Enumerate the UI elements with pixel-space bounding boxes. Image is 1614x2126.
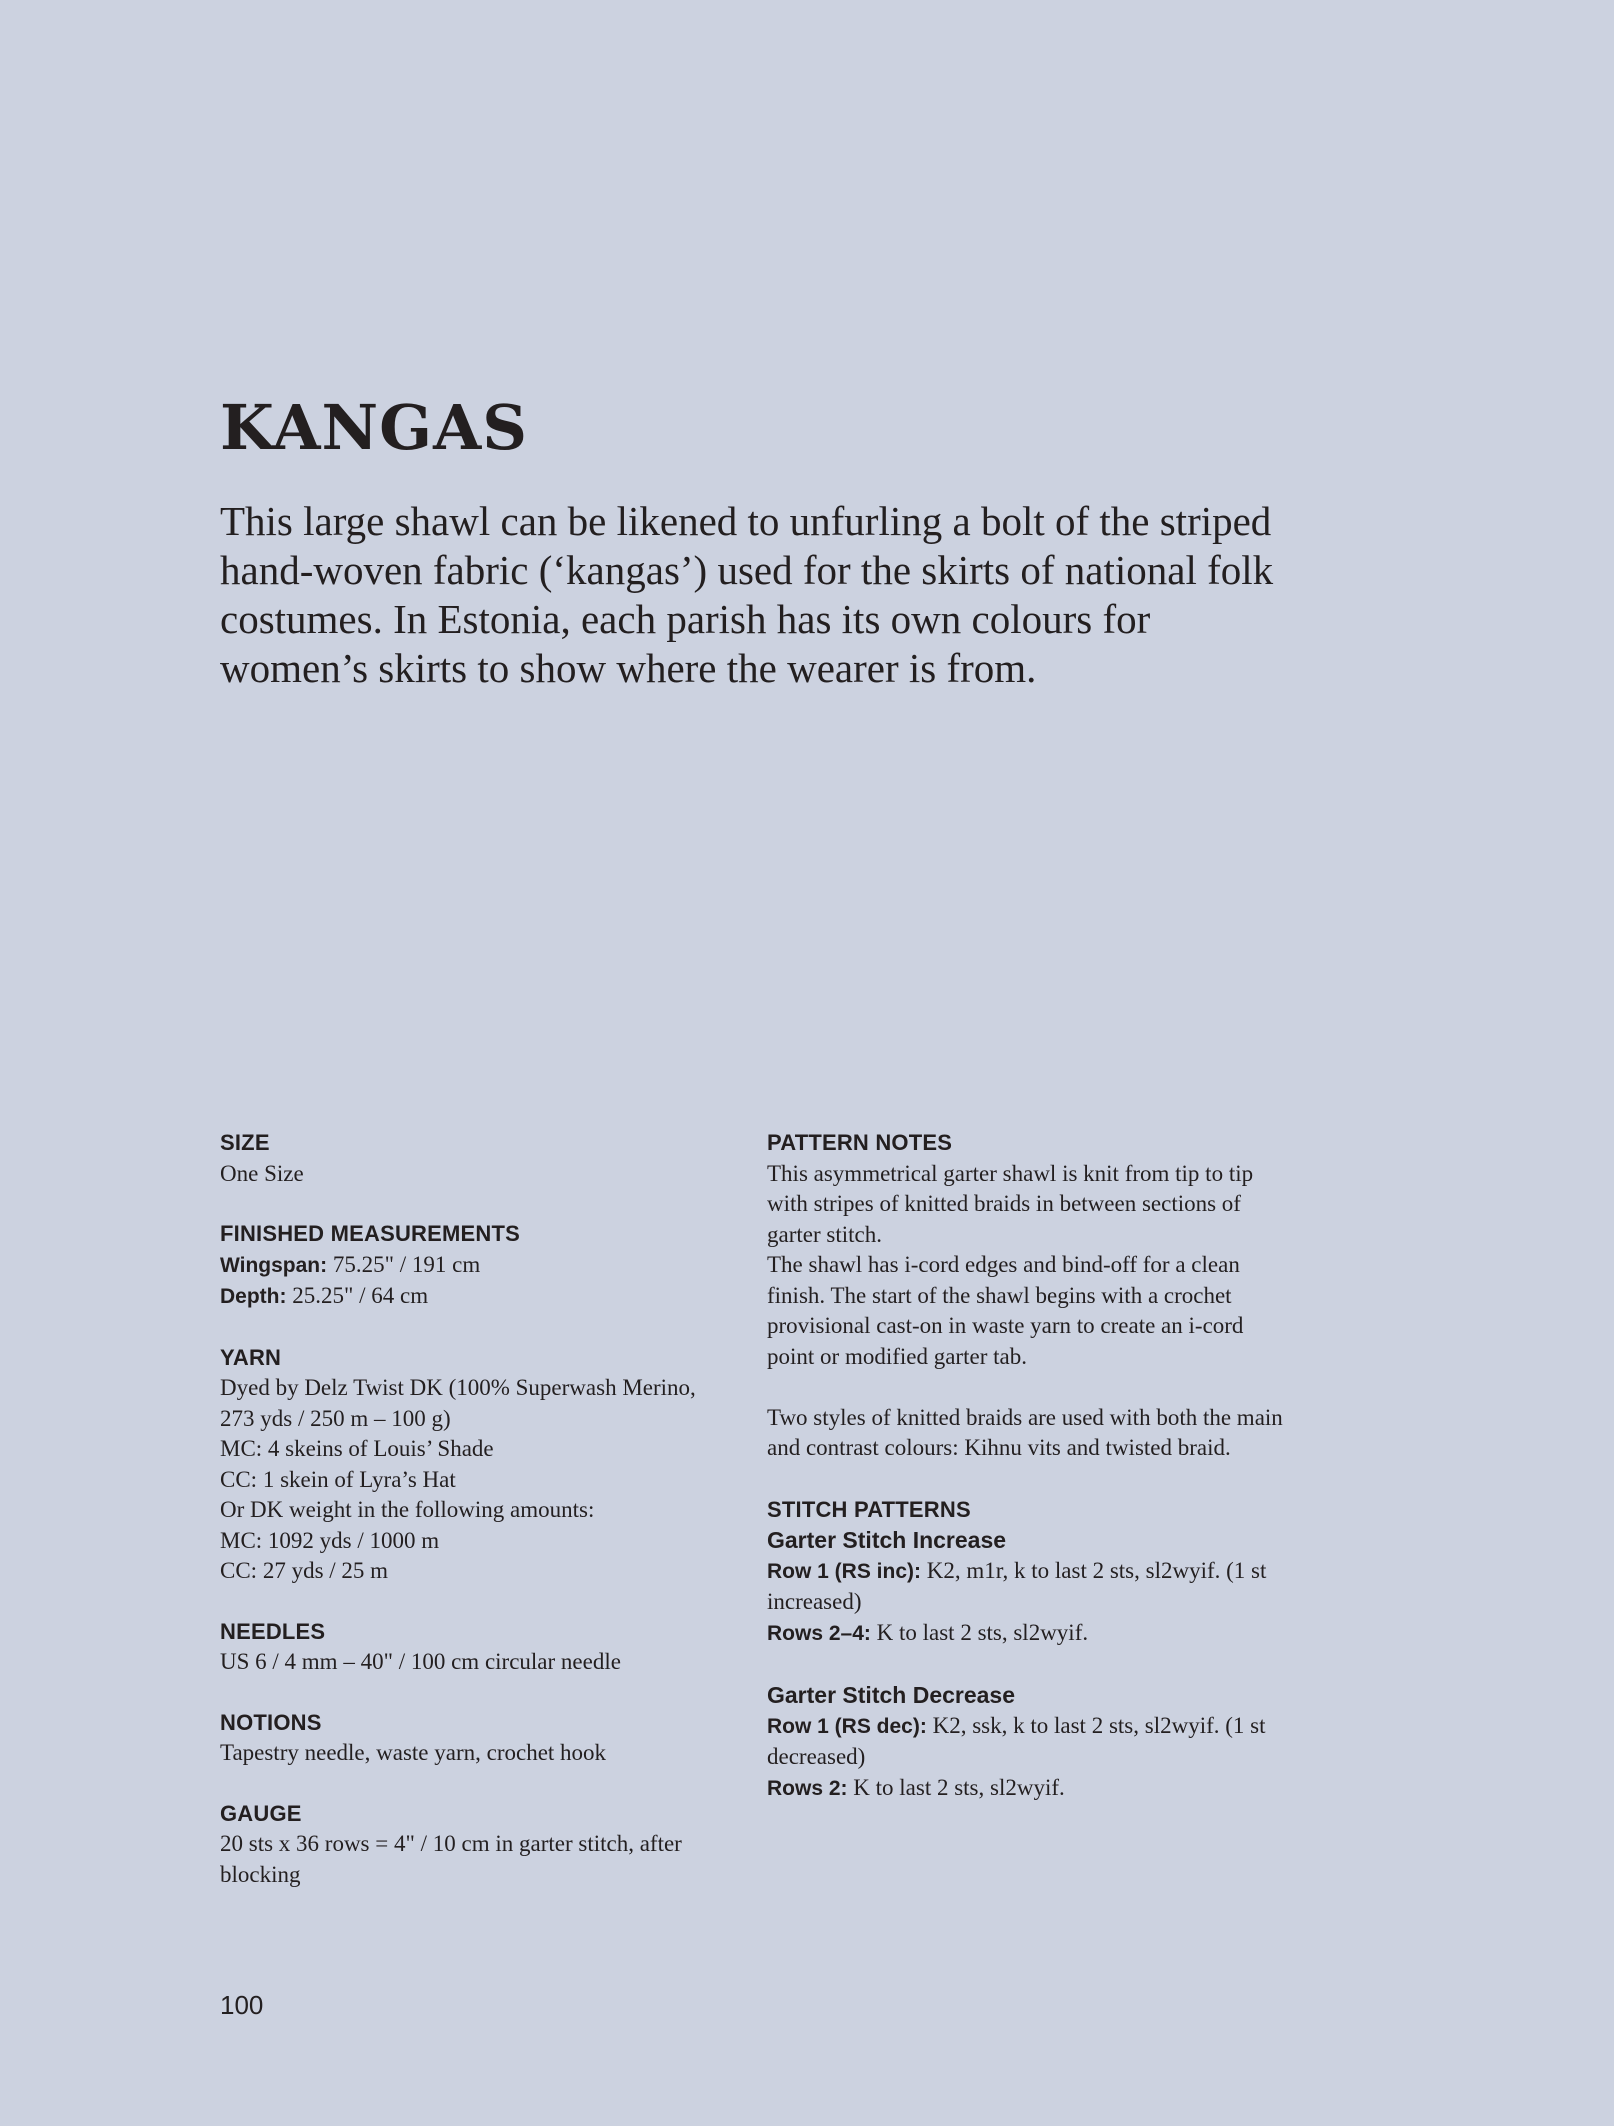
depth-label: Depth: bbox=[220, 1285, 287, 1308]
increase-rows-2-4 bbox=[767, 1618, 1287, 1650]
depth-line bbox=[220, 1281, 740, 1313]
wingspan-line bbox=[220, 1250, 740, 1282]
pattern-title: KANGAS bbox=[220, 391, 528, 464]
increase-row-1-label: Row 1 (RS inc): bbox=[767, 1559, 922, 1583]
page-number: 100 bbox=[220, 1990, 264, 2020]
decrease-row-1 bbox=[767, 1711, 1287, 1773]
garter-increase-title: Garter Stitch Increase bbox=[767, 1527, 1007, 1553]
increase-rows-text: K to last 2 sts, sl2wyif. bbox=[870, 1619, 1089, 1645]
pattern-intro: This large shawl can be likened to unfurling a bolt of the striped hand-woven fabric (‘kangas’) used for the skirts of national folk costumes. In Estonia, each parish has its own colours for women’s skirts to show where the wearer is from. bbox=[220, 498, 1274, 691]
pattern-notes-section bbox=[767, 1128, 1287, 1464]
pattern-notes-heading: PATTERN NOTES bbox=[767, 1130, 953, 1155]
depth-value: 25.25" / 64 cm bbox=[286, 1283, 429, 1308]
right-column bbox=[767, 1128, 1287, 1804]
increase-row-1-text: K2, m1r, k to last 2 sts, sl2wyif. (1 st increased) bbox=[767, 1557, 1267, 1614]
needles-value: US 6 / 4 mm – 40" / 100 cm circular needle bbox=[220, 1649, 621, 1674]
decrease-rows-label: Rows 2: bbox=[767, 1776, 848, 1800]
yarn-section bbox=[220, 1343, 740, 1587]
size-value: One Size bbox=[220, 1160, 304, 1186]
yarn-line: Dyed by Delz Twist DK (100% Superwash Merino, bbox=[220, 1375, 696, 1400]
left-column bbox=[220, 1128, 740, 1890]
garter-decrease-title: Garter Stitch Decrease bbox=[767, 1682, 1016, 1708]
decrease-rows-2 bbox=[767, 1773, 1287, 1805]
increase-row-1 bbox=[767, 1556, 1287, 1618]
size-heading: SIZE bbox=[220, 1130, 270, 1155]
yarn-line: CC: 1 skein of Lyra’s Hat bbox=[220, 1466, 456, 1492]
stitch-patterns-section bbox=[767, 1495, 1287, 1650]
gauge-value: 20 sts x 36 rows = 4" / 10 cm in garter stitch, after blocking bbox=[220, 1831, 682, 1887]
yarn-line: MC: 1092 yds / 1000 m bbox=[220, 1527, 440, 1553]
size-section bbox=[220, 1128, 740, 1189]
decrease-row-1-text: K2, ssk, k to last 2 sts, sl2wyif. (1 st decreased) bbox=[767, 1712, 1266, 1769]
pattern-notes-paragraph: The shawl has i-cord edges and bind-off for a clean finish. The start of the shawl begins with a crochet provisional cast-on in waste yarn to create an i-cord point or modified garter tab. bbox=[767, 1252, 1244, 1369]
notions-value: Tapestry needle, waste yarn, crochet hook bbox=[220, 1740, 607, 1765]
finished-measurements-heading: FINISHED MEASUREMENTS bbox=[220, 1221, 520, 1246]
notions-section bbox=[220, 1708, 740, 1769]
pattern-notes-paragraph: This asymmetrical garter shawl is knit from tip to tip with stripes of knitted braids in between sections of garter stitch. bbox=[767, 1160, 1254, 1247]
decrease-rows-text: K to last 2 sts, sl2wyif. bbox=[847, 1774, 1065, 1800]
finished-measurements-section bbox=[220, 1219, 740, 1313]
increase-rows-label: Rows 2–4: bbox=[767, 1621, 871, 1645]
stitch-patterns-heading: STITCH PATTERNS bbox=[767, 1496, 971, 1522]
yarn-line: Or DK weight in the following amounts: bbox=[220, 1497, 595, 1522]
garter-decrease-section bbox=[767, 1680, 1287, 1804]
gauge-section bbox=[220, 1799, 740, 1891]
needles-heading: NEEDLES bbox=[220, 1618, 326, 1644]
paragraph-spacer bbox=[767, 1372, 1287, 1403]
decrease-row-1-label: Row 1 (RS dec): bbox=[767, 1714, 927, 1738]
gauge-heading: GAUGE bbox=[220, 1800, 302, 1826]
yarn-line: MC: 4 skeins of Louis’ Shade bbox=[220, 1436, 494, 1461]
yarn-line: CC: 27 yds / 25 m bbox=[220, 1558, 389, 1583]
wingspan-value: 75.25" / 191 cm bbox=[327, 1251, 481, 1277]
yarn-heading: YARN bbox=[220, 1344, 282, 1370]
notions-heading: NOTIONS bbox=[220, 1709, 322, 1735]
wingspan-label: Wingspan: bbox=[220, 1253, 328, 1277]
needles-section bbox=[220, 1617, 740, 1678]
yarn-line: 273 yds / 250 m – 100 g) bbox=[220, 1405, 451, 1431]
pattern-notes-paragraph: Two styles of knitted braids are used with both the main and contrast colours: Kihnu vits and twisted braid. bbox=[767, 1404, 1283, 1460]
